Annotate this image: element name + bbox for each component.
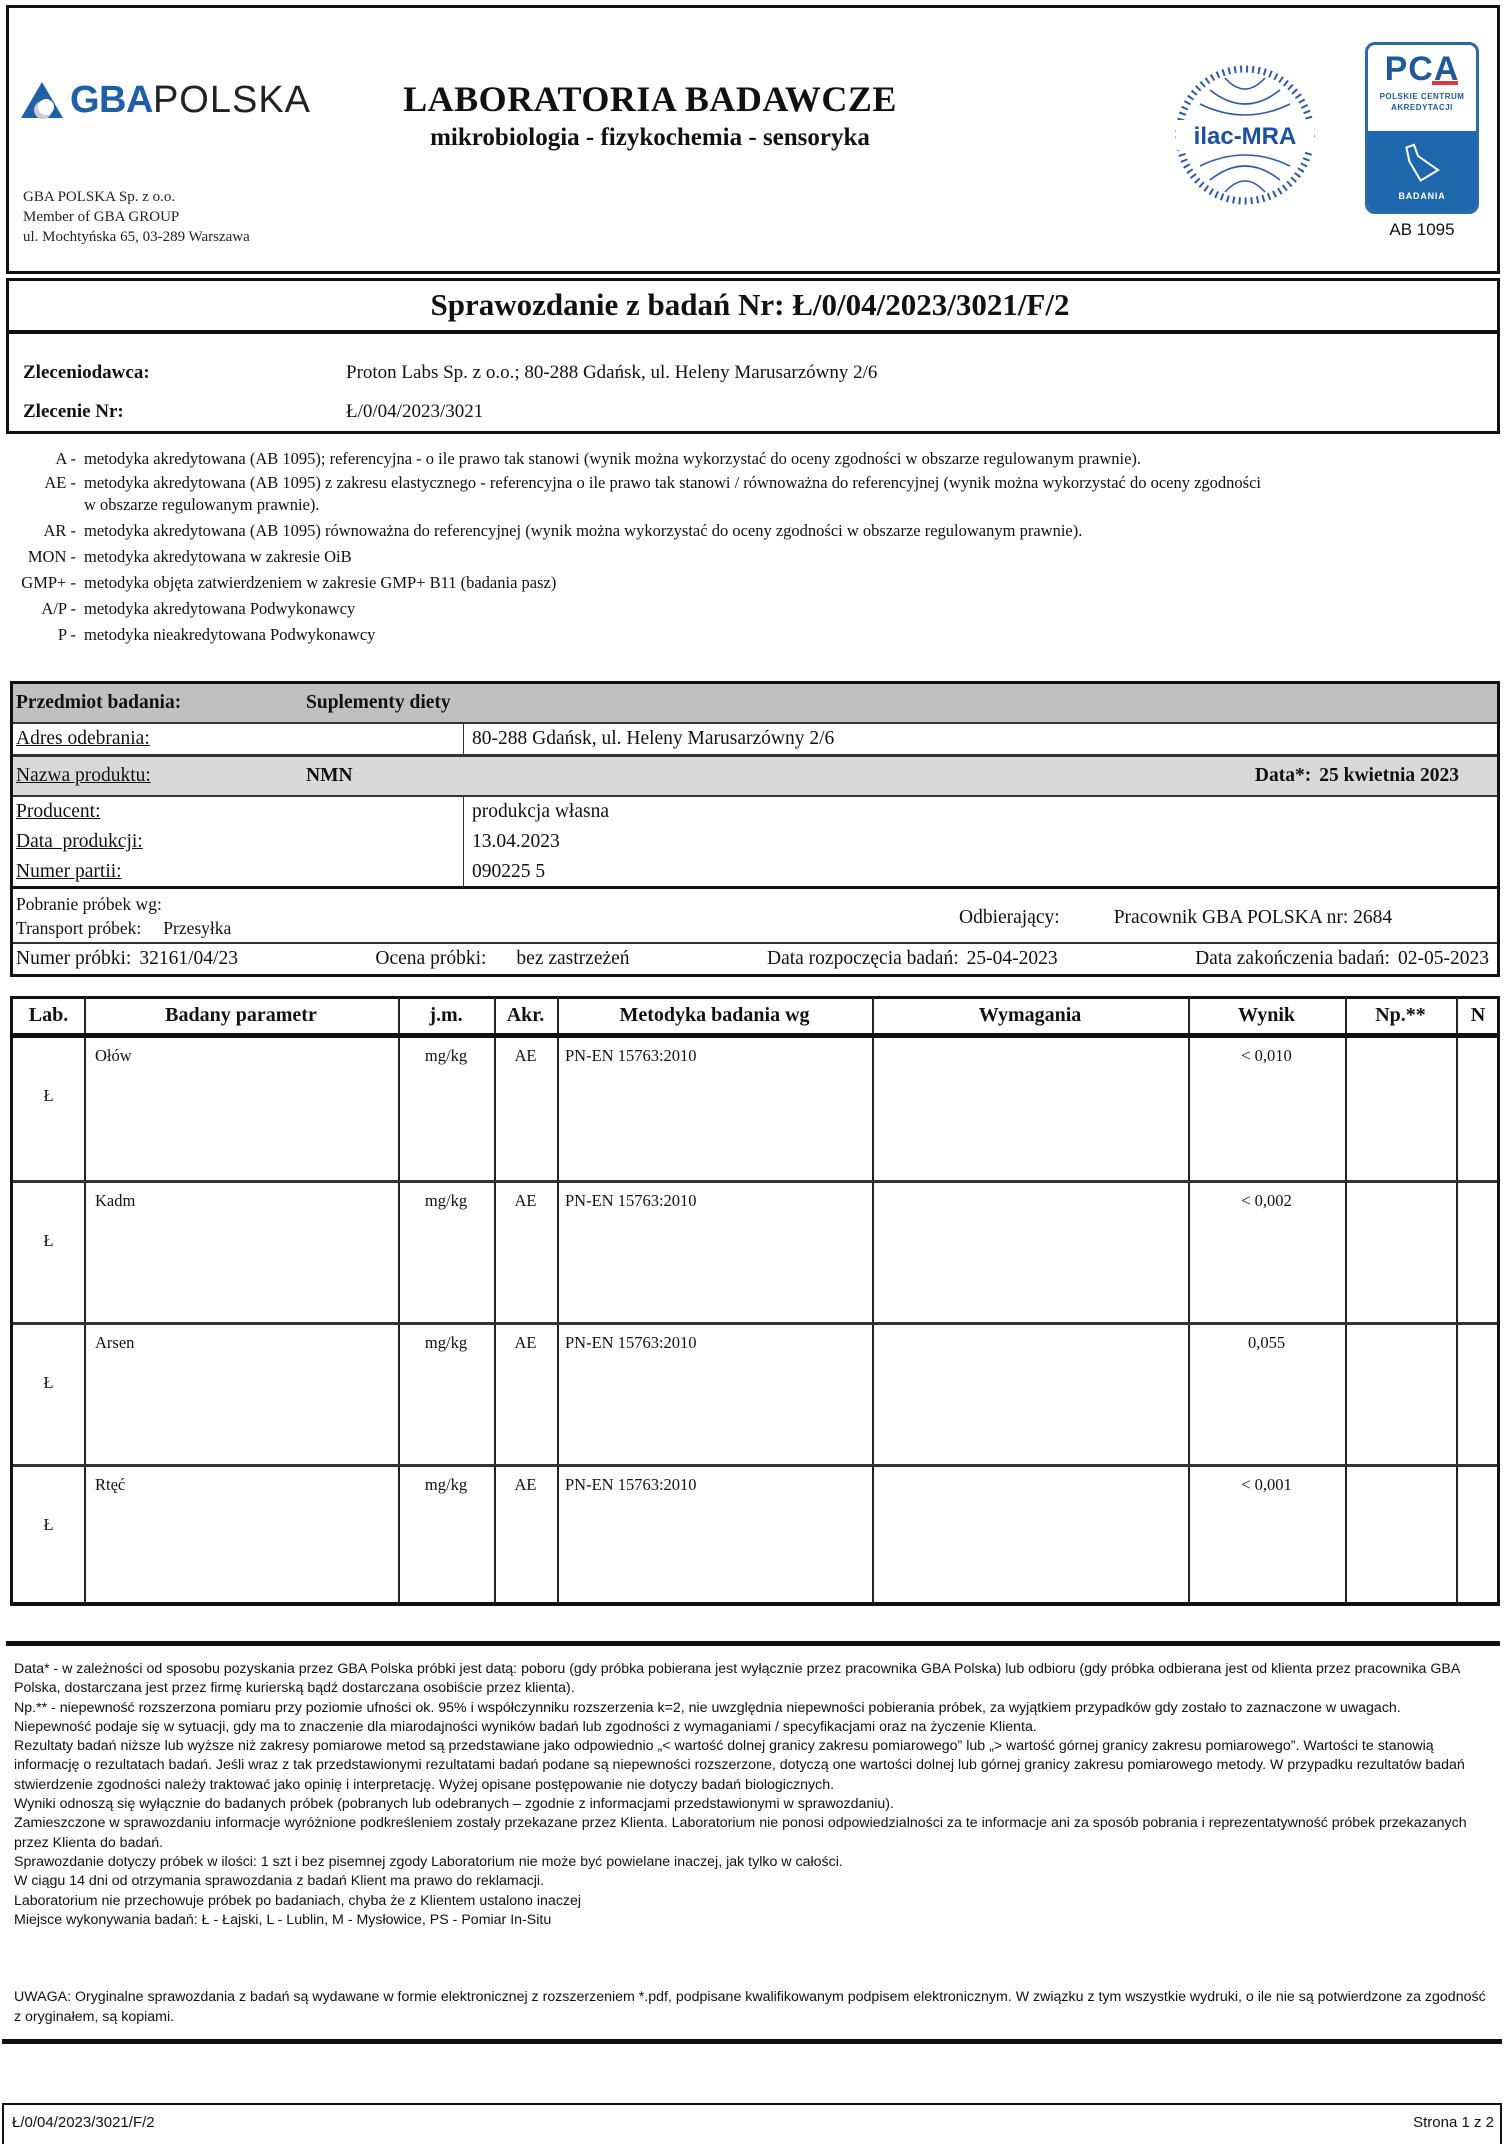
product-row [13, 757, 1497, 795]
note-item: Data* - w zależności od sposobu pozyskania przez GBA Polska próbki jest datą: poboru (gdy próbka pobierana jest wyłącznie przez pracownika GBA Polska) lub odbioru (gdy próbka odbierana jest od klienta przez pracownika GBA Polska, dostarczana jest przez firmę kurierską bądź dostarczana osobiście przez klienta). [14, 1661, 1460, 1697]
company-group: Member of GBA GROUP [23, 209, 180, 225]
legend-code: AE - [44, 473, 76, 492]
client-value: Proton Labs Sp. z o.o.; 80-288 Gdańsk, ul. Heleny Marusarzówny 2/6 [346, 362, 878, 383]
batch-value: 090225 5 [472, 861, 546, 882]
table-row [13, 1467, 1500, 1602]
production-date-label: Data produkcji: [16, 831, 143, 852]
pca-sub-1: POLSKIE CENTRUM [1379, 92, 1465, 101]
pca-sub-2: AKREDYTACJI [1391, 103, 1453, 112]
transport-label: Transport próbek: [16, 918, 142, 938]
divider [2, 2039, 1502, 2044]
company-info [23, 187, 250, 247]
receiver-value: Pracownik GBA POLSKA nr: 2684 [1113, 907, 1393, 928]
cell-accreditation: AE [514, 1475, 537, 1494]
note-item: Zamieszczone w sprawozdaniu informacje wyróżnione podkreśleniem zostały przekazane przez Klienta. Laboratorium nie ponosi odpowiedzialności za te informacje ani za sposób pobrania i reprezentatywność próbek przekazanych przez Klienta do badań. [14, 1815, 1467, 1851]
legend-item [0, 472, 1504, 493]
company-name: GBA POLSKA Sp. z o.o. [23, 189, 176, 205]
assessment-label: Ocena próbki: [375, 948, 487, 969]
transport-value: Przesyłka [163, 918, 232, 938]
note-item: Rezultaty badań niższe lub wyższe niż zakresy pomiarowe metod są przedstawiane jako odpowiednio „< wartość dolnej granicy zakresu pomiarowego” lub „> wartość górnej granicy zakresu pomiarowego”. Wartości te stanowią informację o rezultatach badań. Jeśli wraz z tak przedstawionymi rezultatami badań podane są niepewności rozszerzone, dotyczą one wartości dolnej lub górnej granicy zakresu pomiarowego metody. W przypadku rezultatów badań stwierdzenie zgodności należy traktować jako opinię i interpretację. Wyżej opisane postępowanie nie dotyczy badań biologicznych. [14, 1738, 1465, 1793]
pca-badania: BADANIA [1398, 191, 1446, 201]
pca-word: PCA [1384, 50, 1460, 88]
gba-polska-logo [20, 75, 311, 125]
date-label: Data*: [1254, 765, 1312, 786]
receiver-group [959, 906, 1392, 930]
legend-item-cont [0, 494, 1504, 515]
cell-lab: Ł [43, 1515, 54, 1534]
legend-text: metodyka akredytowana Podwykonawcy [84, 599, 356, 618]
page-footer [2, 2103, 1502, 2144]
company-address: ul. Mochtyńska 65, 03-289 Warszawa [23, 229, 250, 245]
ilac-text: ilac-MRA [1193, 123, 1297, 150]
note-item: Wyniki odnoszą się wyłącznie do badanych próbek (pobranych lub odebranych – zgodnie z informacjami przedstawionymi w sprawozdaniu). [14, 1796, 894, 1813]
legend-text: metodyka akredytowana w zakresie OiB [84, 547, 352, 566]
sample-number-label: Numer próbki: [16, 948, 132, 969]
start-date-value: 25-04-2023 [966, 948, 1058, 969]
divider [13, 996, 1497, 999]
pca-badge [1368, 131, 1476, 211]
cell-parameter: Ołów [95, 1046, 132, 1065]
cell-lab: Ł [43, 1231, 54, 1250]
cell-parameter: Arsen [95, 1333, 135, 1352]
legend-code: A - [55, 449, 76, 468]
end-date-value: 02-05-2023 [1397, 948, 1489, 969]
cell-result: 0,055 [1247, 1333, 1286, 1352]
legend-text: metodyka akredytowana (AB 1095) równoważna do referencyjnej (wynik można wykorzystać do oceny zgodności w obszarze regulowanym prawnie). [84, 521, 1083, 540]
cell-unit: mg/kg [424, 1475, 468, 1494]
logo-polska: POLSKA [152, 78, 312, 121]
footer-report-number: Ł/0/04/2023/3021/F/2 [12, 2114, 155, 2131]
accreditation-code: AB 1095 [1389, 220, 1455, 239]
producer-value: produkcja własna [472, 801, 609, 822]
cell-method: PN-EN 15763:2010 [565, 1475, 697, 1494]
legend-text: metodyka objęta zatwierdzeniem w zakresie GMP+ B11 (badania pasz) [84, 573, 557, 592]
header-n: N [1470, 1004, 1486, 1026]
divider [6, 330, 1500, 334]
end-date-group [1195, 947, 1489, 971]
header-uncertainty: Np.** [1375, 1004, 1426, 1026]
address-label: Adres odebrania: [16, 728, 150, 749]
legend-text: metodyka nieakredytowana Podwykonawcy [84, 625, 376, 644]
table-row [13, 1325, 1500, 1464]
cell-method: PN-EN 15763:2010 [565, 1191, 697, 1210]
header-method: Metodyka badania wg [619, 1004, 810, 1026]
cell-unit: mg/kg [424, 1046, 468, 1065]
cell-result: < 0,002 [1241, 1191, 1292, 1210]
cell-accreditation: AE [514, 1191, 537, 1210]
legend-code: A/P - [41, 599, 76, 618]
date-value: 25 kwietnia 2023 [1319, 765, 1459, 786]
cell-lab: Ł [43, 1373, 54, 1392]
cell-unit: mg/kg [424, 1191, 468, 1210]
cell-lab: Ł [43, 1086, 54, 1105]
batch-label: Numer partii: [16, 861, 122, 882]
divider [463, 724, 464, 754]
header-accreditation: Akr. [506, 1004, 545, 1026]
receiver-label: Odbierający: [959, 907, 1060, 928]
cell-result: < 0,010 [1241, 1046, 1292, 1065]
legend-item [0, 448, 1504, 469]
divider [13, 886, 1497, 889]
table-row [13, 1183, 1500, 1322]
order-value: Ł/0/04/2023/3021 [346, 401, 484, 422]
header-requirements: Wymagania [978, 1004, 1082, 1026]
subject-label: Przedmiot badania: [16, 692, 182, 713]
client-label: Zleceniodawca: [23, 362, 150, 383]
gba-triangle-icon [20, 80, 64, 120]
cell-parameter: Kadm [95, 1191, 136, 1210]
legend-text: metodyka akredytowana (AB 1095) z zakresu elastycznego - referencyjna o ile prawo tak stanowi / równoważna do referencyjnej (wynik można wykorzystać do oceny zgodności [84, 473, 1262, 492]
header-parameter: Badany parametr [165, 1004, 317, 1026]
uwaga-note: UWAGA: Oryginalne sprawozdania z badań są wydawane w formie elektronicznej z rozszerzeniem *.pdf, podpisane kwalifikowanym podpisem elektronicznym. W związku z tym wszystkie wydruki, o ile nie są potwierdzone za zgodność z oryginałem, są kopiami. [14, 1989, 1486, 2025]
results-table [10, 996, 1500, 1606]
divider [13, 795, 1497, 797]
sample-number-value: 32161/04/23 [139, 948, 238, 969]
note-item: Niepewność podaje się w sytuacji, gdy ma to znaczenie dla miarodajności wyników badań lub zgodności z wymaganiami / specyfikacjami oraz na życzenie Klienta. [14, 1718, 1037, 1735]
assessment-value: bez zastrzeżeń [516, 948, 630, 969]
pca-logo [1365, 42, 1479, 214]
divider [13, 942, 1497, 944]
cell-accreditation: AE [514, 1333, 537, 1352]
legend-item [0, 624, 1504, 645]
header-lab: Lab. [28, 1004, 69, 1026]
logo-gba: GBA [70, 78, 153, 121]
ilac-mra-logo-icon [1170, 60, 1320, 210]
lab-title: LABORATORIA BADAWCZE [403, 79, 897, 119]
cell-method: PN-EN 15763:2010 [565, 1333, 697, 1352]
cell-method: PN-EN 15763:2010 [565, 1046, 697, 1065]
legend-code: MON - [27, 547, 76, 566]
note-item: W ciągu 14 dni od otrzymania sprawozdania z badań Klient ma prawo do reklamacji. [14, 1873, 544, 1890]
product-label: Nazwa produktu: [16, 765, 151, 786]
flask-icon [1402, 139, 1442, 183]
footer-page-number: Strona 1 z 2 [1413, 2114, 1494, 2131]
legend-item [0, 572, 1504, 593]
start-date-label: Data rozpoczęcia badań: [767, 948, 959, 969]
sample-info-table [10, 681, 1500, 977]
note-item: Laboratorium nie przechowuje próbek po badaniach, chyba że z Klientem ustalono inaczej [14, 1892, 582, 1909]
legend-text: w obszarze regulowanym prawnie). [84, 495, 320, 514]
production-date-value: 13.04.2023 [472, 831, 560, 852]
legend-item [0, 546, 1504, 567]
transport-group [16, 917, 231, 939]
legend-code: GMP+ - [21, 573, 76, 592]
header-unit: j.m. [429, 1004, 463, 1026]
notes [14, 1660, 1494, 1930]
legend-code: P - [57, 625, 76, 644]
product-value: NMN [306, 765, 353, 786]
subject-value: Suplementy diety [306, 692, 451, 713]
legend-item [0, 598, 1504, 619]
sampling-label: Pobranie próbek wg: [16, 894, 162, 914]
divider [6, 1641, 1500, 1646]
cell-unit: mg/kg [424, 1333, 468, 1352]
header-result: Wynik [1237, 1004, 1296, 1026]
start-date-group [767, 947, 1058, 971]
address-value: 80-288 Gdańsk, ul. Heleny Marusarzówny 2/6 [472, 728, 835, 749]
method-legend [0, 448, 1504, 648]
lab-subtitle: mikrobiologia - fizykochemia - sensoryka [430, 124, 870, 151]
legend-code: AR - [43, 521, 76, 540]
end-date-label: Data zakończenia badań: [1195, 948, 1390, 969]
sample-dates-row [16, 947, 1489, 971]
address-row [13, 724, 1497, 754]
report-title: Sprawozdanie z badań Nr: Ł/0/04/2023/3021/F/2 [430, 287, 1070, 322]
sample-number-group [16, 947, 238, 971]
producer-label: Producent: [16, 801, 101, 822]
legend-item [0, 520, 1504, 541]
cell-accreditation: AE [514, 1046, 537, 1065]
note-item: Miejsce wykonywania badań: Ł - Łajski, L - Lublin, M - Mysłowice, PS - Pomiar In-Situ [14, 1911, 552, 1928]
order-label: Zlecenie Nr: [23, 401, 124, 422]
note-item: Sprawozdanie dotyczy próbek w ilości: 1 szt i bez pisemnej zgody Laboratorium nie może być powielane inaczej, jak tylko w całości. [14, 1853, 843, 1870]
subject-row [13, 684, 1497, 722]
date-group [1255, 764, 1459, 788]
table-row [13, 1038, 1500, 1180]
divider [463, 797, 464, 886]
assessment-group [375, 947, 629, 971]
legend-text: metodyka akredytowana (AB 1095); referencyjna - o ile prawo tak stanowi (wynik można wykorzystać do oceny zgodności w obszarze regulowanym prawnie). [84, 449, 1142, 468]
note-item: Np.** - niepewność rozszerzona pomiaru przy poziomie ufności ok. 95% i współczynniku rozszerzenia k=2, nie uwzględnia niepewności pobierania próbek, za wyjątkiem przypadków gdy zostało to zaznaczone w uwagach. [14, 1699, 1401, 1716]
cell-parameter: Rtęć [95, 1475, 126, 1494]
cell-result: < 0,001 [1241, 1475, 1292, 1494]
